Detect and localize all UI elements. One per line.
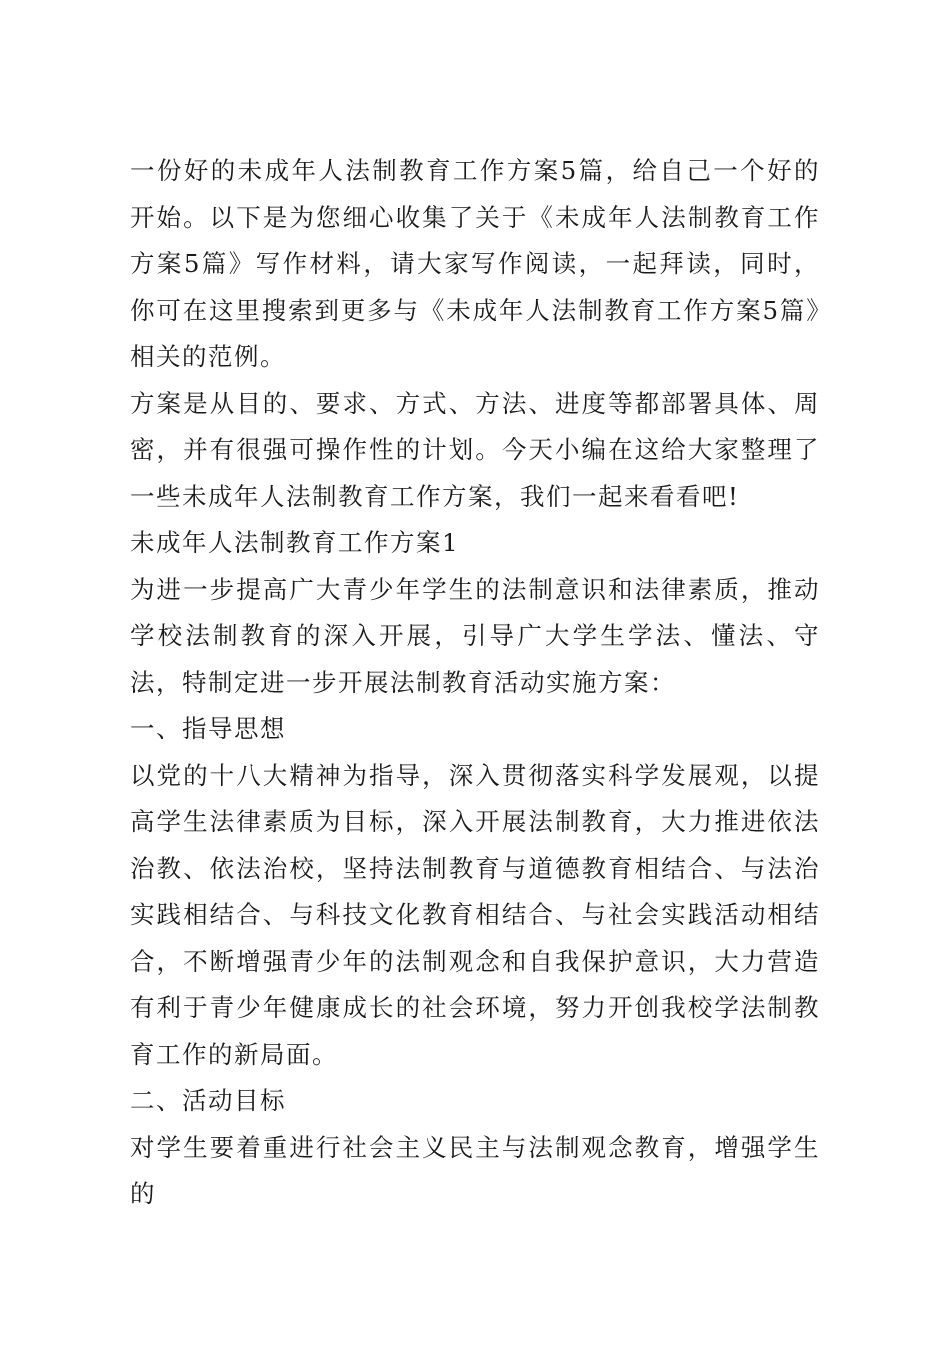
definition-paragraph: 方案是从目的、要求、方式、方法、进度等都部署具体、周密，并有很强可操作性的计划。今天小编在这给大家整理了一些未成年人法制教育工作方案，我们一起来看看吧! <box>130 388 820 511</box>
activity-goals-paragraph: 对学生要着重进行社会主义民主与法制观念教育，增强学生的 <box>130 1132 820 1208</box>
section-heading-activity-goals: 二、活动目标 <box>130 1086 286 1115</box>
plan-intro-paragraph: 为进一步提高广大青少年学生的法制意识和法律素质，推动学校法制教育的深入开展，引导广大学生学法、懂法、守法，特制定进一步开展法制教育活动实施方案： <box>130 574 820 697</box>
intro-paragraph: 一份好的未成年人法制教育工作方案5篇，给自己一个好的开始。以下是为您细心收集了关于《未成年人法制教育工作方案5篇》写作材料，请大家写作阅读，一起拜读，同时，你可在这里搜索到更多与《未成年人法制教育工作方案5篇》相关的范例。 <box>130 156 820 371</box>
document-body <box>130 148 820 1218</box>
section-heading-guiding-thought: 一、指导思想 <box>130 714 286 743</box>
plan-title: 未成年人法制教育工作方案1 <box>130 528 460 557</box>
guiding-thought-paragraph: 以党的十八大精神为指导，深入贯彻落实科学发展观，以提高学生法律素质为目标，深入开展法制教育，大力推进依法治教、依法治校，坚持法制教育与道德教育相结合、与法治实践相结合、与科技文化教育相结合、与社会实践活动相结合，不断增强青少年的法制观念和自我保护意识，大力营造有利于青少年健康成长的社会环境，努力开创我校学法制教育工作的新局面。 <box>130 760 820 1069</box>
